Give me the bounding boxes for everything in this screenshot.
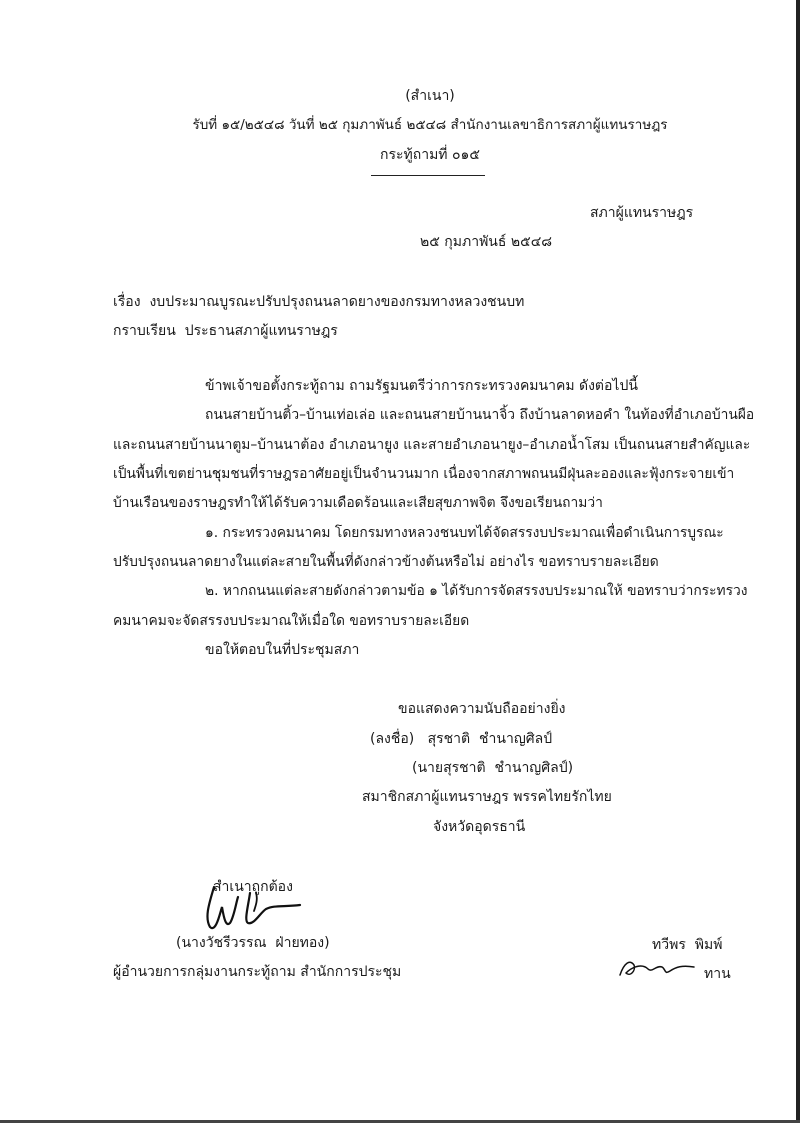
typist-name: ทวีพร พิมพ์ — [652, 937, 723, 953]
salutation-label: กราบเรียน — [113, 323, 176, 339]
body-intro: ข้าพเจ้าขอตั้งกระทู้ถาม ถามรัฐมนตรีว่าการกระทรวงคมนาคม ดังต่อไปนี้ — [205, 378, 638, 394]
body-para1-line: บ้านเรือนของราษฎรทำให้ได้รับความเดือดร้อนและเสียสุขภาพจิต จึงขอเรียนถามว่า — [113, 495, 603, 511]
signed-by: (ลงชื่อ) สุรชาติ ชำนาญศิลป์ — [370, 731, 553, 747]
certifier-name: (นางวัชรีวรรณ ฝ่ายทอง) — [176, 935, 330, 951]
question-1-line: ปรับปรุงถนนลาดยางในแต่ละสายในพื้นที่ดังกล่าวข้างต้นหรือไม่ อย่างไร ขอทราบรายละเอียด — [113, 554, 659, 570]
question-number: กระทู้ถามที่ ๐๑๕ — [379, 147, 481, 163]
checker-signature — [616, 955, 700, 981]
certifier-signature — [200, 883, 310, 933]
checked-mark: ทาน — [704, 966, 731, 982]
salutation-text: ประธานสภาผู้แทนราษฎร — [184, 323, 338, 339]
addressee-org: สภาผู้แทนราษฎร — [590, 205, 694, 221]
subject-line — [113, 292, 524, 312]
signer-position: สมาชิกสภาผู้แทนราษฎร พรรคไทยรักไทย — [362, 789, 612, 805]
document-date: ๒๕ กุมภาพันธ์ ๒๕๔๘ — [420, 234, 553, 250]
answer-request: ขอให้ตอบในที่ประชุมสภา — [205, 642, 360, 658]
signer-name: (นายสุรชาติ ชำนาญศิลป์) — [412, 760, 574, 776]
header-divider — [371, 175, 485, 176]
question-1-line: ๑. กระทรวงคมนาคม โดยกรมทางหลวงชนบทได้จัดสรรงบประมาณเพื่อดำเนินการบูรณะ — [205, 525, 724, 541]
closing-phrase: ขอแสดงความนับถืออย่างยิ่ง — [398, 701, 566, 717]
certifier-title: ผู้อำนวยการกลุ่มงานกระทู้ถาม สำนักการประชุม — [113, 964, 402, 980]
body-para1-line: ถนนสายบ้านติ้ว–บ้านเท่อเล่อ และถนนสายบ้านนาจิ้ว ถึงบ้านลาดหอคำ ในท้องที่อำเภอบ้านผือ — [205, 407, 755, 423]
signer-province: จังหวัดอุดรธานี — [433, 819, 526, 835]
scan-edge-right — [796, 0, 800, 1123]
subject-label: เรื่อง — [113, 294, 141, 310]
received-line: รับที่ ๑๕/๒๕๔๘ วันที่ ๒๕ กุมภาพันธ์ ๒๕๔๘ สำนักงานเลขาธิการสภาผู้แทนราษฎร — [192, 117, 668, 133]
copy-mark: (สำเนา) — [405, 88, 455, 104]
subject-text: งบประมาณบูรณะปรับปรุงถนนลาดยางของกรมทางหลวงชนบท — [149, 294, 525, 310]
question-2-line: ๒. หากถนนแต่ละสายดังกล่าวตามข้อ ๑ ได้รับการจัดสรรงบประมาณให้ ขอทราบว่ากระทรวง — [205, 583, 748, 599]
body-para1-line: เป็นพื้นที่เขตย่านชุมชนที่ราษฎรอาศัยอยู่เป็นจำนวนมาก เนื่องจากสภาพถนนมีฝุ่นละอองและฟุ้งกระจายเข้า — [113, 466, 735, 482]
body-para1-line: และถนนสายบ้านนาตูม–บ้านนาต้อง อำเภอนายูง และสายอำเภอนายูง–อำเภอน้ำโสม เป็นถนนสายสำคัญและ — [113, 437, 751, 453]
certified-copy-label: สำเนาถูกต้อง — [213, 879, 293, 895]
question-2-line: คมนาคมจะจัดสรรงบประมาณให้เมื่อใด ขอทราบรายละเอียด — [113, 613, 470, 629]
salutation-line — [113, 321, 338, 341]
